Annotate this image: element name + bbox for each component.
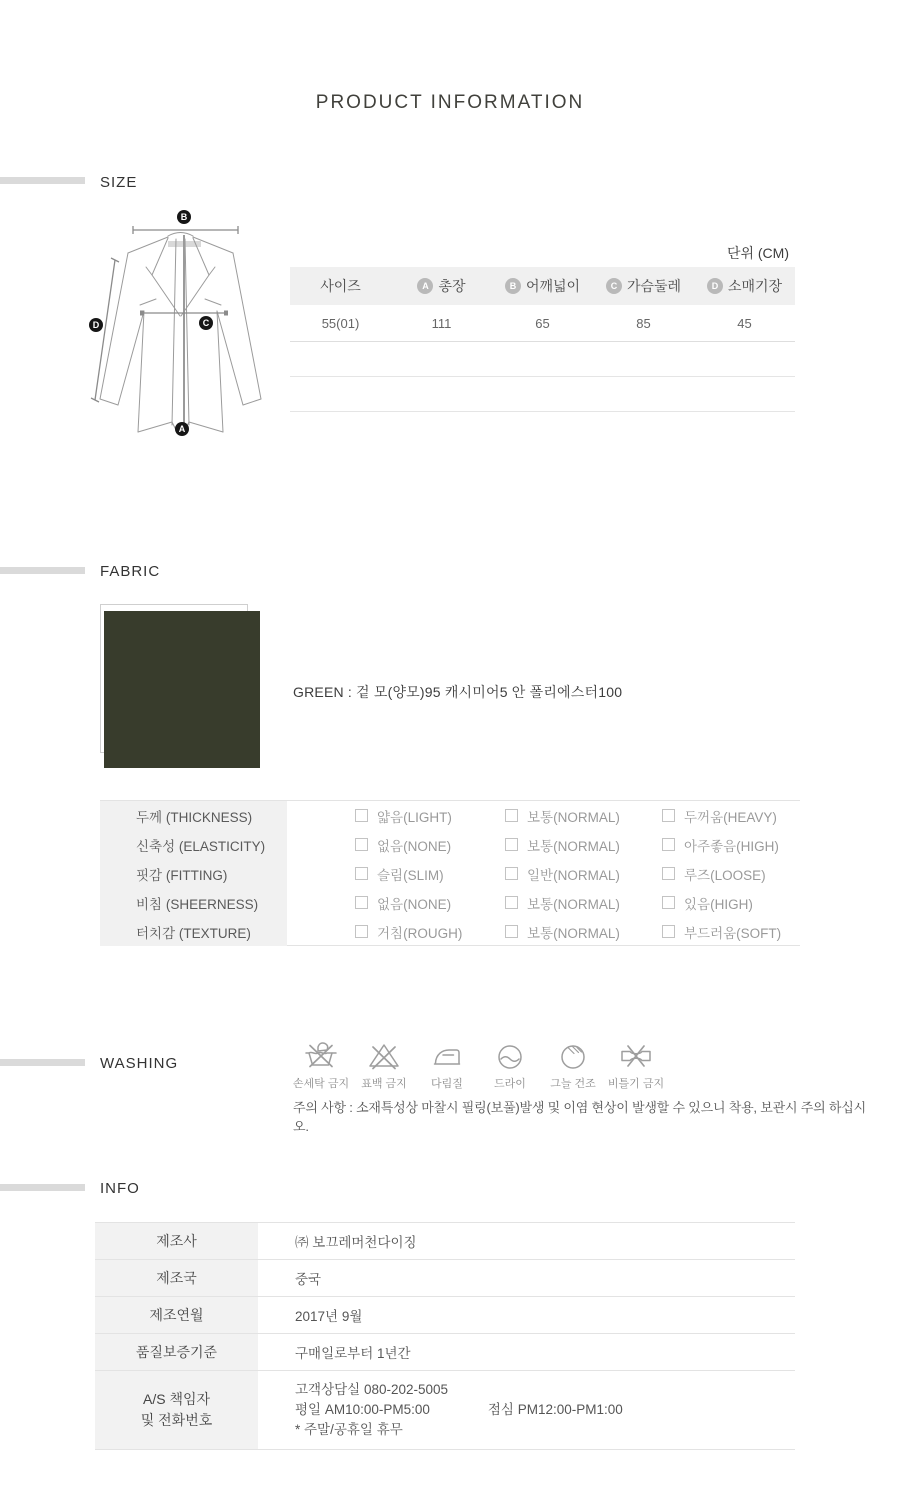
option-label: 보통(NORMAL)	[527, 896, 620, 912]
info-table	[95, 1222, 795, 1450]
no-wring-icon	[619, 1038, 653, 1072]
as-hours-line: 평일 AM10:00-PM5:00 점심 PM12:00-PM1:00	[295, 1402, 623, 1417]
fabric-property-row	[100, 859, 800, 888]
checkbox[interactable]	[505, 896, 518, 909]
washing-care-item	[419, 1038, 475, 1091]
info-label: 제조연월	[95, 1297, 258, 1333]
col-marker-a: A	[417, 278, 433, 294]
option-label: 보통(NORMAL)	[527, 838, 620, 854]
info-row-as-contact	[95, 1371, 795, 1450]
property-label: 비침 (SHEERNESS)	[100, 888, 287, 917]
size-value-cell: 85	[636, 315, 651, 331]
diagram-marker-d: D	[89, 318, 103, 332]
size-col-header: 사이즈	[320, 278, 361, 294]
info-row-warranty	[95, 1334, 795, 1371]
checkbox[interactable]	[505, 867, 518, 880]
option-label: 없음(NONE)	[377, 838, 452, 854]
fabric-properties-table	[100, 800, 800, 946]
col-marker-b: B	[505, 278, 521, 294]
dry-clean-icon	[493, 1038, 527, 1072]
size-value-cell: 55(01)	[321, 315, 360, 331]
property-label: 핏감 (FITTING)	[100, 859, 287, 888]
checkbox[interactable]	[662, 838, 675, 851]
size-value-cell: 65	[535, 315, 550, 331]
info-value: 중국	[295, 1272, 322, 1287]
checkbox[interactable]	[355, 809, 368, 822]
checkbox[interactable]	[662, 867, 675, 880]
size-table-empty-row	[290, 342, 795, 377]
option-label: 보통(NORMAL)	[527, 925, 620, 941]
checkbox[interactable]	[662, 925, 675, 938]
option-label: 슬림(SLIM)	[377, 867, 444, 883]
iron-icon	[430, 1038, 464, 1072]
col-marker-c: C	[606, 278, 622, 294]
care-label: 손세탁 금지	[292, 1078, 350, 1090]
washing-section-label: WASHING	[100, 1055, 179, 1072]
info-value: 2017년 9월	[295, 1309, 363, 1324]
fabric-description: GREEN : 겉 모(양모)95 캐시미어5 안 폴리에스터100	[293, 684, 623, 700]
washing-caution-text: 주의 사항 : 소재특성상 마찰시 필링(보풀)발생 및 이염 현상이 발생할 수 있으니 착용, 보관시 주의 하십시오.	[293, 1100, 866, 1134]
info-accent-bar	[0, 1184, 85, 1191]
size-value-cell: 45	[737, 315, 752, 331]
info-label: 품질보증기준	[95, 1334, 258, 1370]
property-label: 신축성 (ELASTICITY)	[100, 830, 287, 859]
fabric-property-row	[100, 917, 800, 946]
checkbox[interactable]	[355, 896, 368, 909]
fabric-swatch	[104, 611, 260, 768]
size-table-data-row	[290, 305, 795, 342]
shade-dry-icon	[556, 1038, 590, 1072]
info-value: ㈜ 보끄레머천다이징	[295, 1235, 417, 1250]
option-label: 있음(HIGH)	[684, 896, 753, 912]
size-col-header: C 가슴둘레	[593, 267, 694, 305]
fabric-accent-bar	[0, 567, 85, 574]
info-row-date	[95, 1297, 795, 1334]
page-title: PRODUCT INFORMATION	[315, 92, 585, 113]
washing-care-item	[545, 1038, 601, 1091]
option-label: 부드러움(SOFT)	[684, 925, 782, 941]
diagram-marker-b: B	[177, 210, 191, 224]
no-hand-wash-icon	[304, 1038, 338, 1072]
care-label: 비틀기 금지	[607, 1078, 665, 1090]
washing-care-item	[482, 1038, 538, 1091]
no-bleach-icon	[367, 1038, 401, 1072]
info-label: A/S 책임자 및 전화번호	[95, 1371, 258, 1449]
care-label: 드라이	[494, 1078, 526, 1090]
checkbox[interactable]	[505, 925, 518, 938]
info-label: 제조국	[95, 1260, 258, 1296]
as-phone-line: 고객상담실 080-202-5005	[295, 1382, 449, 1397]
info-label: 제조사	[95, 1223, 258, 1259]
size-accent-bar	[0, 177, 85, 184]
option-label: 없음(NONE)	[377, 896, 452, 912]
size-col-header: D 소매기장	[694, 267, 795, 305]
info-value: 구매일로부터 1년간	[295, 1346, 411, 1361]
option-label: 얇음(LIGHT)	[377, 809, 452, 825]
info-row-manufacturer	[95, 1223, 795, 1260]
col-marker-d: D	[707, 278, 723, 294]
property-label: 두께 (THICKNESS)	[100, 801, 287, 830]
care-label: 다림질	[431, 1078, 463, 1090]
size-col-header: A 총장	[391, 267, 492, 305]
option-label: 두꺼움(HEAVY)	[684, 809, 777, 825]
washing-icons	[293, 1038, 664, 1091]
size-table-empty-row	[290, 377, 795, 412]
info-section-label: INFO	[100, 1180, 140, 1197]
size-col-header: B 어깨넓이	[492, 267, 593, 305]
checkbox[interactable]	[355, 925, 368, 938]
coat-outline-drawing	[88, 203, 273, 448]
washing-care-item	[608, 1038, 664, 1091]
checkbox[interactable]	[662, 896, 675, 909]
fabric-property-row	[100, 830, 800, 859]
washing-accent-bar	[0, 1059, 85, 1066]
size-section-label: SIZE	[100, 174, 138, 191]
care-label: 그늘 건조	[550, 1078, 596, 1090]
checkbox[interactable]	[505, 838, 518, 851]
size-value-cell: 111	[431, 315, 452, 331]
info-row-country	[95, 1260, 795, 1297]
diagram-marker-c: C	[199, 316, 213, 330]
checkbox[interactable]	[355, 838, 368, 851]
option-label: 아주좋음(HIGH)	[684, 838, 779, 854]
property-label: 터치감 (TEXTURE)	[100, 917, 287, 946]
coat-size-diagram	[88, 203, 273, 448]
option-label: 보통(NORMAL)	[527, 809, 620, 825]
checkbox[interactable]	[505, 809, 518, 822]
fabric-section-label: FABRIC	[100, 563, 161, 580]
option-label: 루즈(LOOSE)	[684, 867, 766, 883]
fabric-property-row	[100, 801, 800, 830]
option-label: 일반(NORMAL)	[527, 867, 620, 883]
diagram-marker-a: A	[175, 422, 189, 436]
as-holiday-line: * 주말/공휴일 휴무	[295, 1422, 403, 1437]
care-label: 표백 금지	[361, 1078, 407, 1090]
size-table	[290, 267, 795, 412]
size-unit-label: 단위 (CM)	[726, 245, 789, 261]
fabric-property-row	[100, 888, 800, 917]
washing-care-item	[293, 1038, 349, 1091]
info-value	[258, 1371, 795, 1449]
option-label: 거침(ROUGH)	[377, 925, 463, 941]
checkbox[interactable]	[662, 809, 675, 822]
checkbox[interactable]	[355, 867, 368, 880]
size-table-header-row	[290, 267, 795, 305]
washing-care-item	[356, 1038, 412, 1091]
